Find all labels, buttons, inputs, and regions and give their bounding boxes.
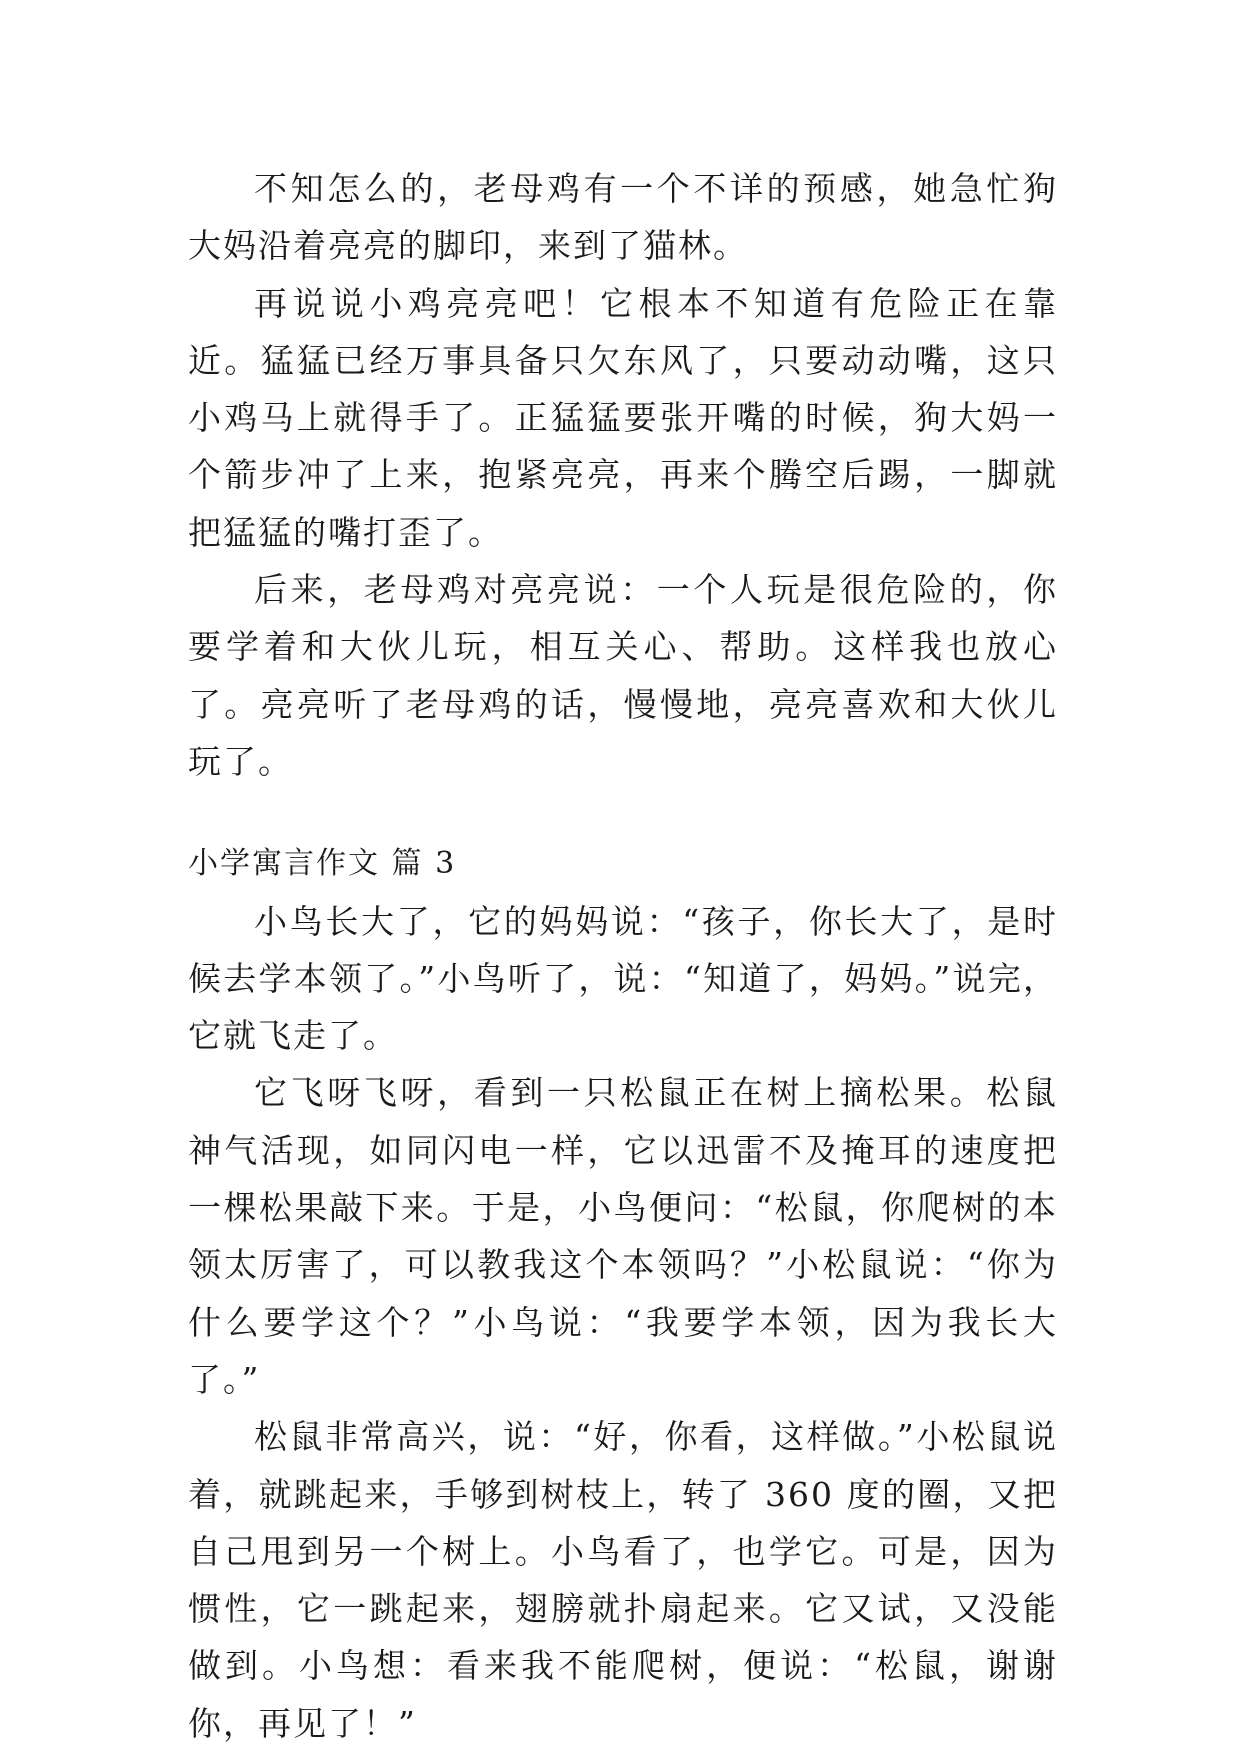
paragraph: 不知怎么的，老母鸡有一个不详的预感，她急忙狗大妈沿着亮亮的脚印，来到了猫林。 — [188, 169, 1058, 266]
paragraph: 松鼠非常高兴，说：“好，你看，这样做。”小松鼠说着，就跳起来，手够到树枝上，转了 360 度的圈，又把自己甩到另一个树上。小鸟看了，也学它。可是，因为惯性，它一跳起来，翅膀就扑扇起来。它又试，又没能做到。小鸟想：看来我不能爬树，便说：“松鼠，谢谢你，再见了！” — [188, 1417, 1058, 1743]
paragraph: 它飞呀飞呀，看到一只松鼠正在树上摘松果。松鼠神气活现，如同闪电一样，它以迅雷不及掩耳的速度把一棵松果敲下来。于是，小鸟便问：“松鼠，你爬树的本领太厉害了，可以教我这个本领吗？”小松鼠说：“你为什么要学这个？”小鸟说：“我要学本领，因为我长大了。” — [188, 1073, 1058, 1399]
section-title: 小学寓言作文 篇 3 — [188, 846, 457, 882]
paragraph: 后来，老母鸡对亮亮说：一个人玩是很危险的，你要学着和大伙儿玩，相互关心、帮助。这样我也放心了。亮亮听了老母鸡的话，慢慢地，亮亮喜欢和大伙儿玩了。 — [188, 570, 1058, 781]
document-body — [188, 160, 1058, 1752]
paragraph: 小鸟长大了，它的妈妈说：“孩子，你长大了，是时候去学本领了。”小鸟听了，说：“知道了，妈妈。”说完，它就飞走了。 — [188, 901, 1058, 1056]
paragraph: 再说说小鸡亮亮吧！它根本不知道有危险正在靠近。猛猛已经万事具备只欠东风了，只要动动嘴，这只小鸡马上就得手了。正猛猛要张开嘴的时候，狗大妈一个箭步冲了上来，抱紧亮亮，再来个腾空后踢，一脚就把猛猛的嘴打歪了。 — [188, 283, 1058, 552]
